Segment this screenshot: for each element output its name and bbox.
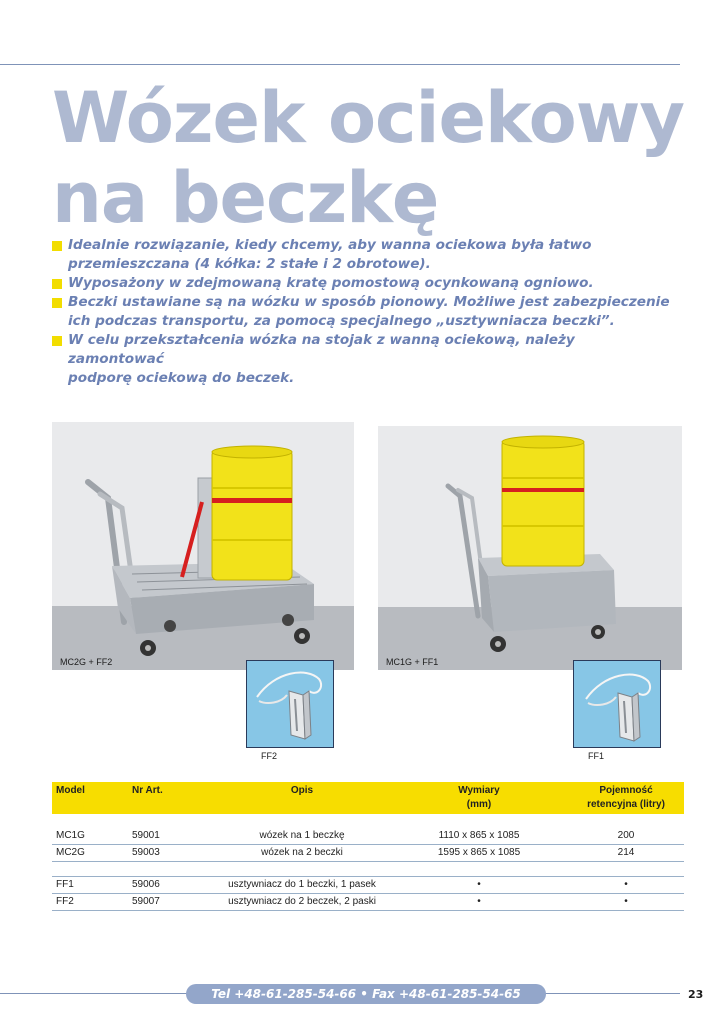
column-header-pojemnosc (568, 782, 684, 814)
inset-label: FF2 (261, 751, 278, 761)
cell-pojemnosc: 214 (568, 845, 684, 862)
feature-text: Wyposażony w zdejmowaną kratę pomostową ocynkowaną ogniowo. (68, 275, 594, 291)
page-title (52, 78, 684, 238)
feature-text: przemieszczana (4 kółka: 2 stałe i 2 obrotowe). (68, 256, 431, 272)
cell-model: FF1 (52, 877, 128, 894)
cell-wymiary: 1110 x 865 x 1085 (390, 828, 568, 845)
table-row (52, 894, 684, 911)
bullet-square-icon (52, 336, 62, 346)
cell-nr: 59003 (128, 845, 214, 862)
spacer-row (52, 862, 684, 877)
header-text: retencyjna (litry) (587, 799, 665, 810)
feature-text: Beczki ustawiane są na wózku w sposób pionowy. Możliwe jest zabezpieczenie (68, 294, 670, 310)
feature-text: podporę ociekową do beczek. (68, 370, 295, 386)
inset-label: FF1 (588, 751, 605, 761)
drum-brace-illustration (574, 661, 660, 747)
contact-bar: Tel +48-61-285-54-66 • Fax +48-61-285-54-65 (186, 984, 546, 1004)
feature-text: W celu przekształcenia wózka na stojak z wanną ociekową, należy zamontować (68, 332, 575, 367)
column-header-opis: Opis (290, 785, 314, 796)
cell-opis: usztywniacz do 2 beczek, 2 paski (214, 894, 390, 911)
cell-opis: wózek na 1 beczkę (214, 828, 390, 845)
table-row (52, 828, 684, 845)
bullet-square-icon (52, 279, 62, 289)
cell-wymiary: • (390, 894, 568, 911)
title-line-1: Wózek ociekowy (52, 77, 685, 159)
inset-image-ff2 (246, 660, 334, 748)
header-text: Pojemność (599, 785, 653, 796)
bullet-square-icon (52, 298, 62, 308)
spacer-row (52, 814, 684, 828)
product-photo-mc1g (378, 426, 682, 670)
cell-model: FF2 (52, 894, 128, 911)
feature-item (52, 236, 672, 274)
column-header-nr: Nr Art. (132, 785, 163, 796)
feature-text: ich podczas transportu, za pomocą specjalnego „usztywniacza beczki”. (68, 313, 615, 329)
cell-wymiary: • (390, 877, 568, 894)
photo-label: MC2G + FF2 (60, 657, 113, 667)
product-table (52, 782, 684, 911)
cell-wymiary: 1595 x 865 x 1085 (390, 845, 568, 862)
cell-pojemnosc: 200 (568, 828, 684, 845)
cell-opis: wózek na 2 beczki (214, 845, 390, 862)
cart-drum-illustration (52, 422, 354, 670)
cell-pojemnosc: • (568, 877, 684, 894)
page-number: 23 (688, 988, 704, 1001)
table-row (52, 845, 684, 862)
feature-text: Idealnie rozwiązanie, kiedy chcemy, aby wanna ociekowa była łatwo (68, 237, 592, 253)
cell-model: MC2G (52, 845, 128, 862)
header-text: Wymiary (458, 785, 500, 796)
column-header-model: Model (56, 785, 85, 796)
product-table-wrapper (52, 782, 684, 911)
cell-pojemnosc: • (568, 894, 684, 911)
cart-drum-illustration (378, 426, 682, 670)
inset-image-ff1 (573, 660, 661, 748)
photo-label: MC1G + FF1 (386, 657, 439, 667)
product-photo-mc2g (52, 422, 354, 670)
cell-nr: 59001 (128, 828, 214, 845)
bullet-square-icon (52, 241, 62, 251)
table-row (52, 877, 684, 894)
table-header-row (52, 782, 684, 814)
cell-model: MC1G (52, 828, 128, 845)
header-text: (mm) (466, 799, 492, 810)
feature-item (52, 331, 672, 388)
title-line-2: na beczkę (52, 157, 439, 239)
feature-list (52, 236, 672, 388)
column-header-wymiary (390, 782, 568, 814)
feature-item (52, 274, 672, 293)
top-rule (0, 64, 680, 65)
cell-nr: 59007 (128, 894, 214, 911)
cell-opis: usztywniacz do 1 beczki, 1 pasek (214, 877, 390, 894)
cell-nr: 59006 (128, 877, 214, 894)
feature-item (52, 293, 672, 331)
drum-brace-illustration (247, 661, 333, 747)
